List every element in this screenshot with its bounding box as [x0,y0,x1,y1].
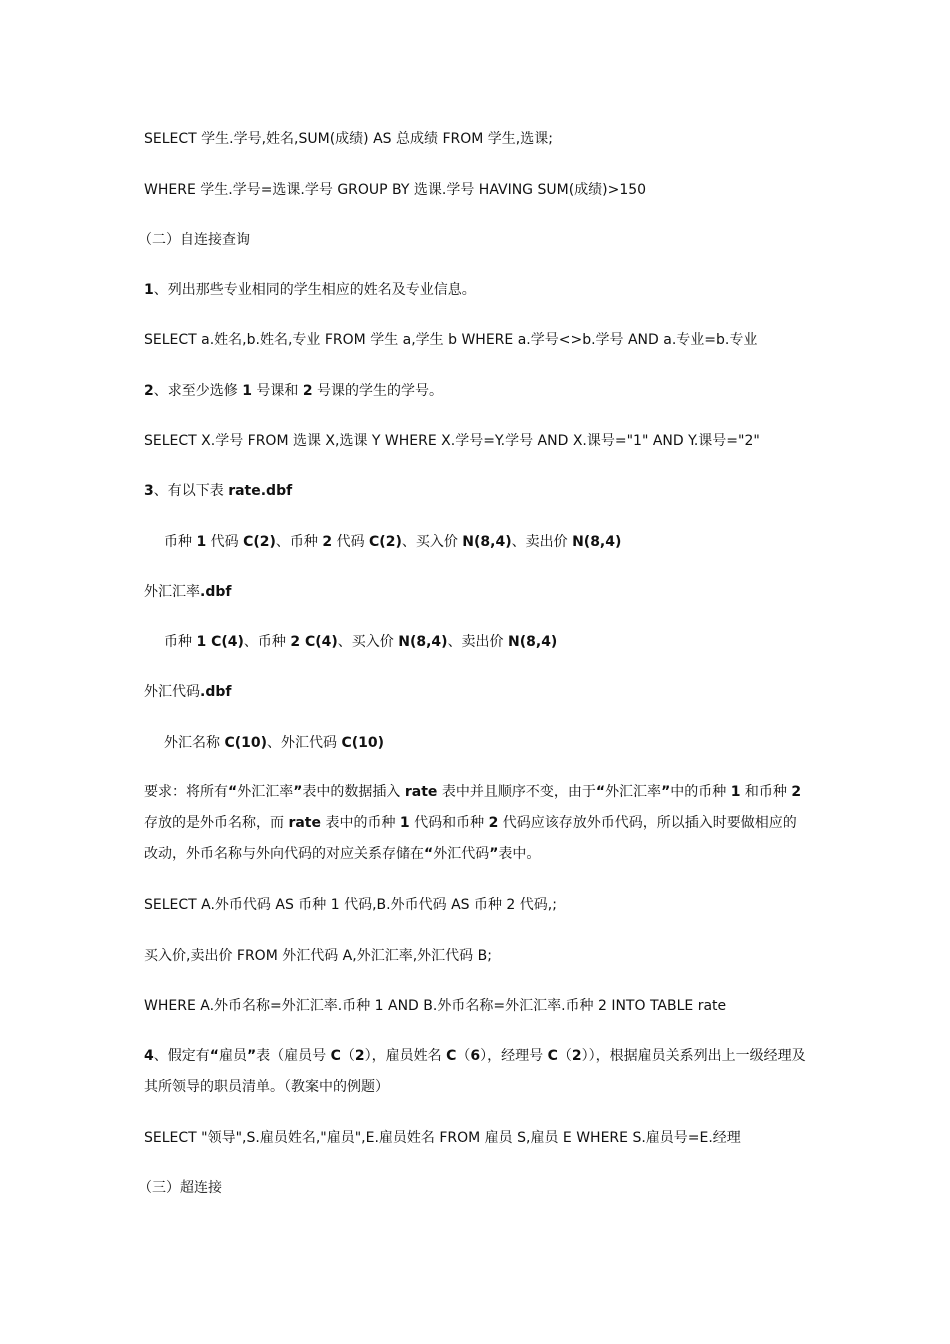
field-text: 、卖出价 [511,534,573,550]
table-name-exchange-rate [144,582,231,602]
quote: “ [209,1048,219,1064]
text: 存放的是外币名称，而 [144,815,289,831]
field-text: 、买入价 [337,634,399,650]
quote: ” [246,1048,257,1064]
number: 1 [399,815,410,831]
sql-line-select-currency-codes: SELECT A.外币代码 AS 币种 1 代码,B.外币代码 AS 币种 2 代码,; [144,897,557,913]
text: 表中。 [498,846,541,862]
type: C [330,1048,341,1064]
field-text: 、外汇代码 [267,735,342,751]
number: 2 [791,784,802,800]
field-type: C(10) [341,735,385,751]
quote: ” [293,784,303,800]
text: 表中的币种 [321,815,400,831]
text: ），雇员姓名 [364,1048,447,1064]
course-number: 1 [242,383,252,399]
sql-line-employee-manager: SELECT "领导",S.雇员姓名,"雇员",E.雇员姓名 FROM 雇员 S,雇员 E WHERE S.雇员号=E.经理 [144,1130,741,1146]
question-text: 号课和 [251,383,303,399]
field-type: N(8,4) [572,534,622,550]
table-ext: .dbf [200,684,232,700]
text: （ [340,1048,355,1064]
sql-line-where-group-by: WHERE 学生.学号=选课.学号 GROUP BY 选课.学号 HAVING SUM(成绩)>150 [144,182,647,198]
sql-line-select-total-score: SELECT 学生.学号,姓名,SUM(成绩) AS 总成绩 FROM 学生,选课; [144,131,553,147]
table-ext: .dbf [200,584,232,600]
text: 和币种 [740,784,792,800]
field-text: 外汇名称 [164,735,225,751]
sql-line-where-into-table: WHERE A.外币名称=外汇汇率.币种 1 AND B.外币名称=外汇汇率.币种 2 INTO TABLE rate [144,998,727,1014]
sql-line-self-join-course: SELECT X.学号 FROM 选课 X,选课 Y WHERE X.学号=Y.学号 AND X.课号="1" AND Y.课号="2" [144,433,760,449]
number: 6 [470,1048,481,1064]
type: C [547,1048,558,1064]
question-number: 1 [144,282,154,298]
text: 代码和币种 [409,815,489,831]
text: 、假定有 [153,1048,210,1064]
text: 中的币种 [670,784,731,800]
field-text: 、买入价 [401,534,463,550]
text: 要求：将所有 [144,784,228,800]
question-number: 2 [144,383,154,399]
field-type: C(10) [224,735,268,751]
rate-table-fields [164,532,621,552]
text: ），经理号 [480,1048,548,1064]
field-text: 代码 [206,534,244,550]
table-label: 外汇汇率 [144,584,200,600]
table-name-currency-code [144,682,231,702]
text: 外汇代码 [433,846,490,862]
question-text: 号课的学生的学号。 [312,383,444,399]
quote: ” [489,846,499,862]
table-ref: rate [404,784,438,800]
question-3 [144,481,292,501]
text: 雇员 [218,1048,247,1064]
field-type: 1 C(4) [196,634,244,650]
currency-code-fields [164,733,384,753]
text: 表（雇员号 [256,1048,331,1064]
question-number: 4 [144,1048,154,1064]
field-value: 2 [322,534,333,550]
field-text: 代码 [332,534,370,550]
quote: “ [595,784,606,800]
sql-line-self-join-major: SELECT a.姓名,b.姓名,专业 FROM 学生 a,学生 b WHERE a.学号<>b.学号 AND a.专业=b.专业 [144,332,758,348]
course-number: 2 [302,383,313,399]
number: 1 [730,784,741,800]
number: 2 [571,1048,582,1064]
question-text: 、有以下表 [153,483,229,499]
text: （ [557,1048,572,1064]
quote: “ [228,784,238,800]
table-ref: rate [288,815,321,831]
text: 外汇汇率 [605,784,662,800]
field-value: 1 [196,534,207,550]
field-type: N(8,4) [462,534,512,550]
section-heading-self-join: （二）自连接查询 [138,232,250,248]
text: ）），根据雇员关系列出上一级经理及其所领导的职员清单。（教案中的例题） [144,1048,806,1095]
question-2 [144,381,443,401]
number: 2 [354,1048,365,1064]
question-4 [144,1041,810,1103]
field-type: C(2) [369,534,402,550]
field-type: N(8,4) [398,634,448,650]
field-text: 币种 [164,634,197,650]
field-type: 2 C(4) [290,634,338,650]
number: 2 [488,815,499,831]
text: （ [456,1048,471,1064]
type: C [446,1048,457,1064]
question-number: 3 [144,483,154,499]
quote: ” [661,784,671,800]
field-text: 、卖出价 [447,634,509,650]
text: 表中并且顺序不变，由于 [437,784,596,800]
field-text: 、币种 [243,634,291,650]
section-heading-outer-join: （三）超连接 [138,1180,222,1196]
field-type: N(8,4) [508,634,558,650]
question-1 [144,280,476,300]
exchange-rate-fields [164,632,557,652]
sql-line-from-tables: 买入价,卖出价 FROM 外汇代码 A,外汇汇率,外汇代码 B; [144,948,492,964]
field-text: 、币种 [275,534,323,550]
field-type: C(2) [243,534,276,550]
table-label: 外汇代码 [144,684,200,700]
question-text: 、求至少选修 [153,383,243,399]
field-text: 币种 [164,534,197,550]
requirement-paragraph [144,777,810,870]
text: 表中的数据插入 [302,784,405,800]
table-name: rate.dbf [228,483,293,499]
quote: “ [424,846,434,862]
text: 代码应该存放外币代码，所以插入时要做相应的改动，外币名称与外向代码的对应关系存储在 [144,815,797,862]
question-text: 、列出那些专业相同的学生相应的姓名及专业信息。 [153,282,476,298]
text: 外汇汇率 [237,784,294,800]
